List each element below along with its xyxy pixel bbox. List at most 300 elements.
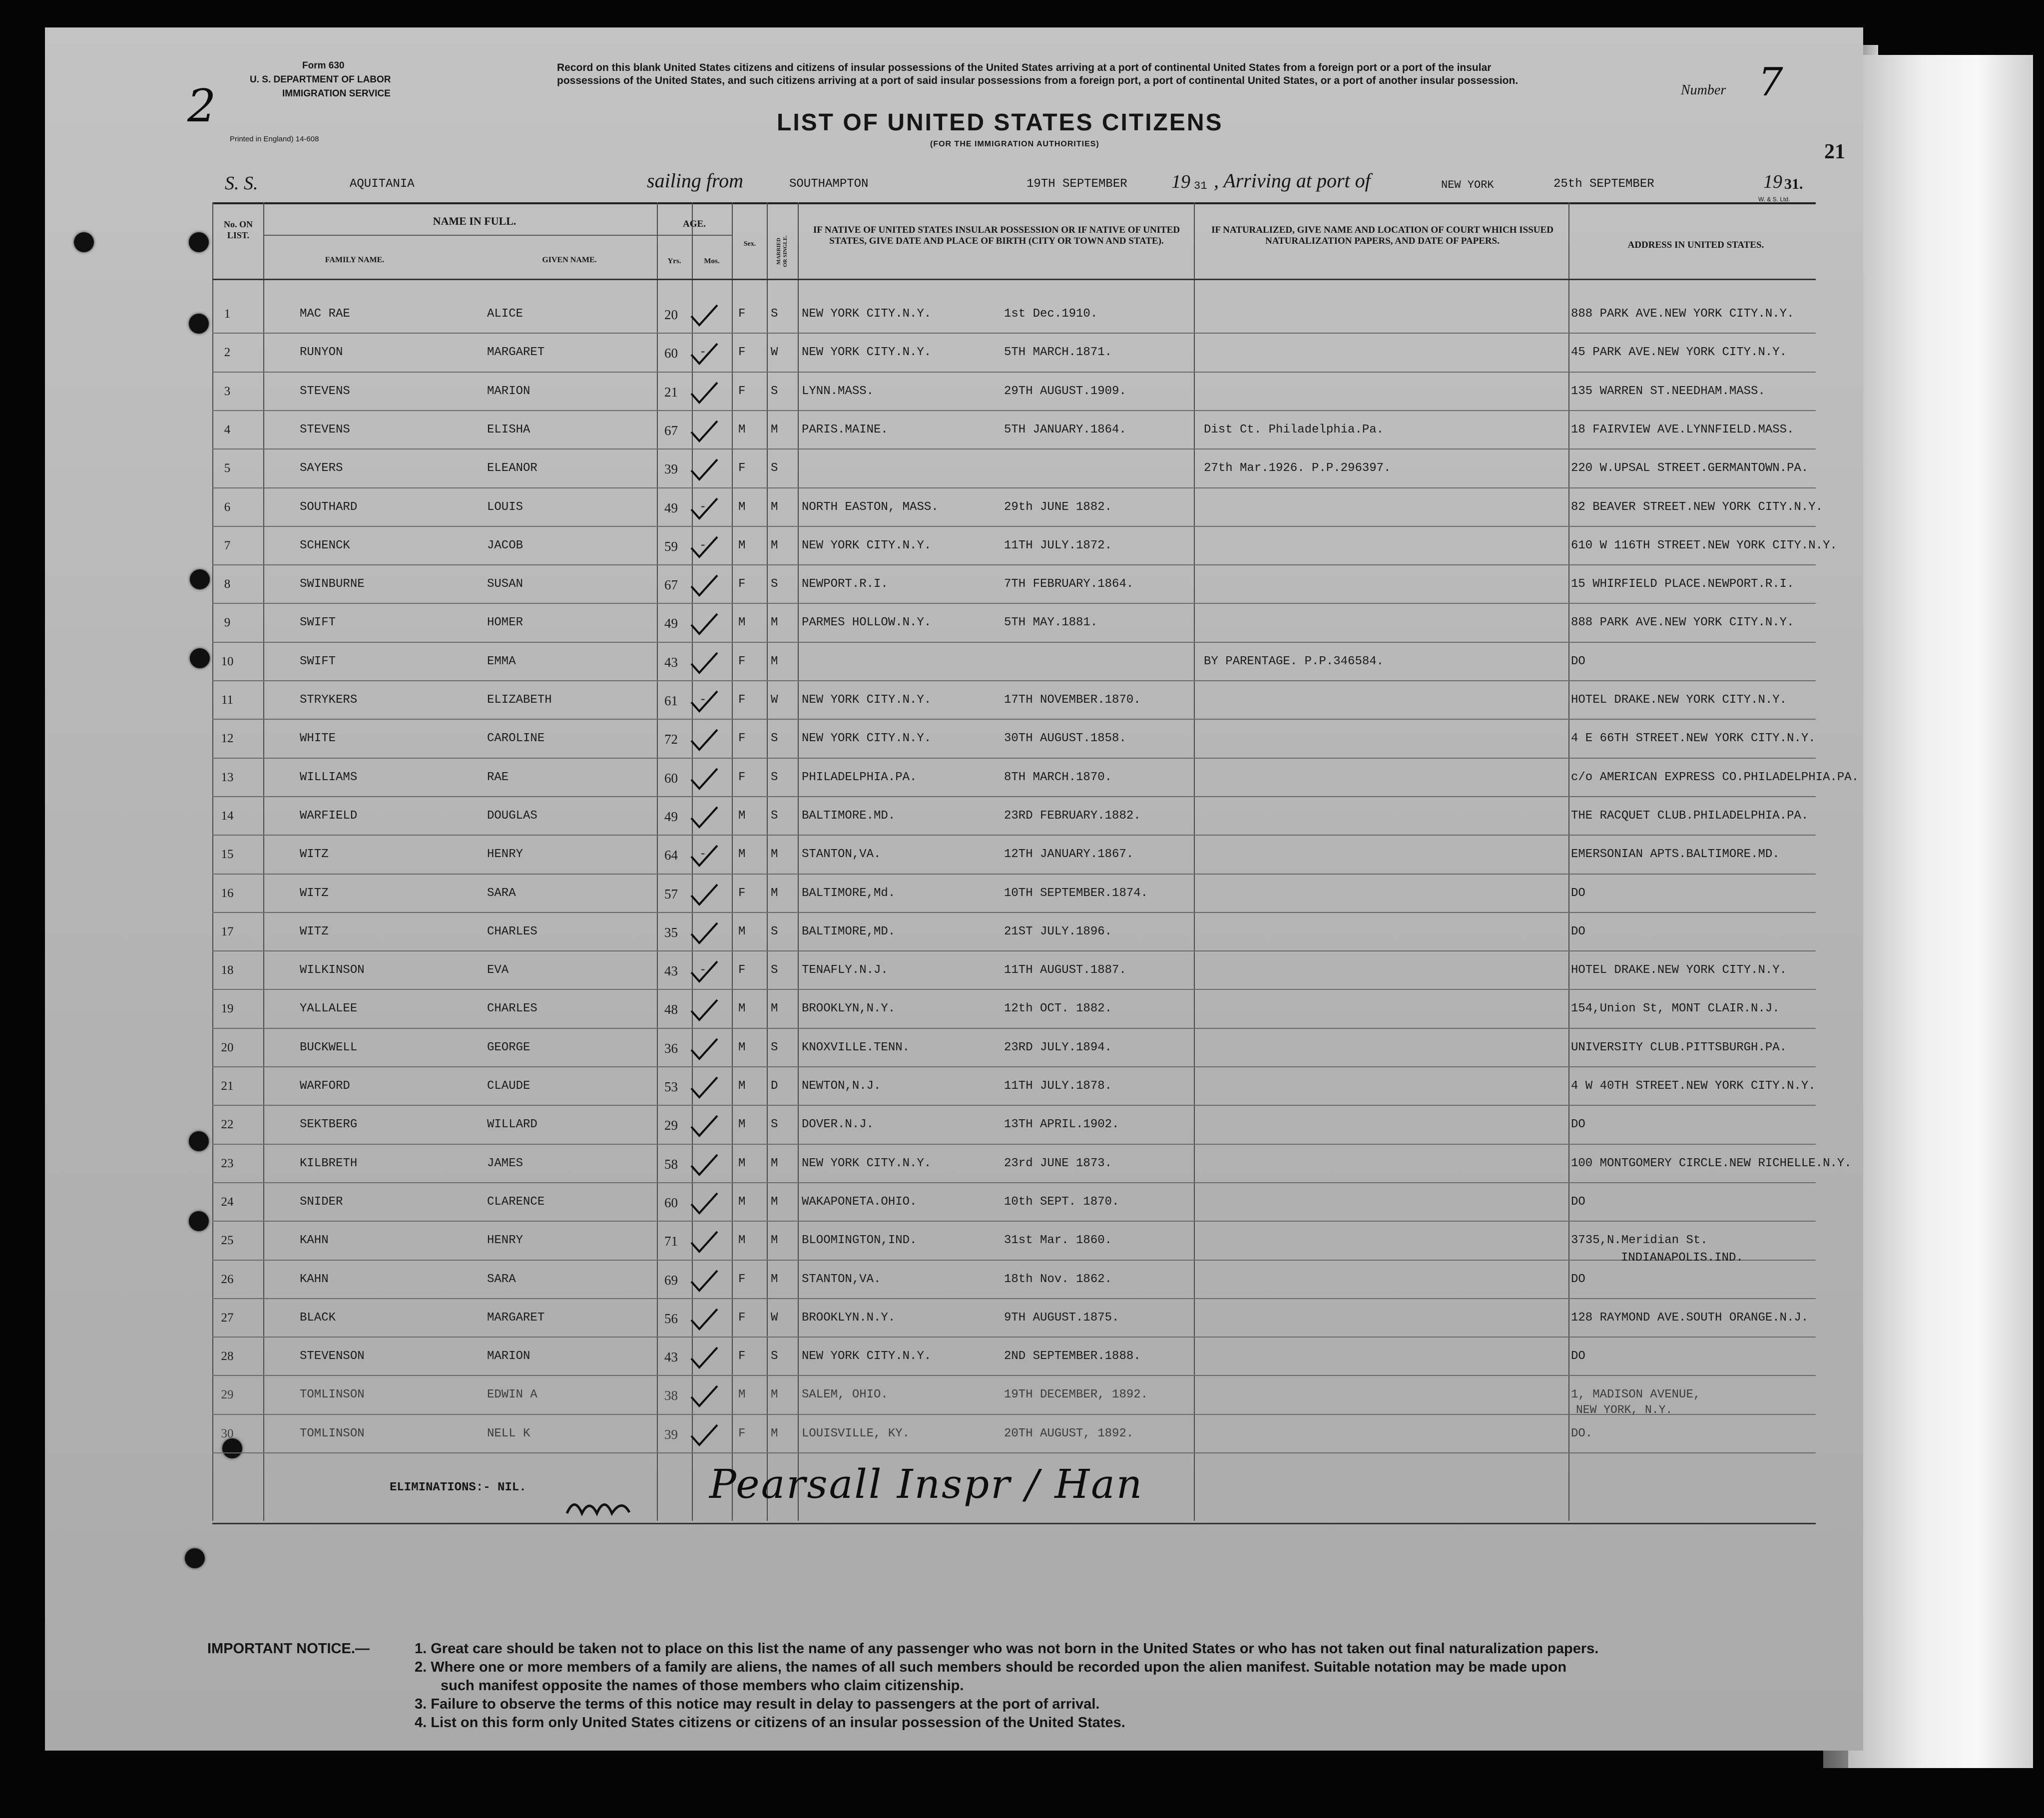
cell-sex: M <box>738 539 746 552</box>
cell-date: 19TH DECEMBER, 1892. <box>1004 1388 1148 1401</box>
cell-nat: BY PARENTAGE. P.P.346584. <box>1204 655 1384 668</box>
cell-given: EDWIN A <box>487 1388 537 1401</box>
cell-age: 67 <box>664 423 678 438</box>
cell-age: 49 <box>664 616 678 631</box>
cell-age: 61 <box>664 693 678 708</box>
row-rule <box>212 719 1816 720</box>
cell-given: EMMA <box>487 655 516 668</box>
col-header-mos: Mos. <box>704 257 720 265</box>
cell-date: 31st Mar. 1860. <box>1004 1234 1112 1247</box>
cell-no: 28 <box>221 1350 234 1363</box>
cell-given: EVA <box>487 963 509 977</box>
cell-family: RUNYON <box>300 346 343 359</box>
row-rule <box>212 1298 1816 1299</box>
cell-family: SAYERS <box>300 461 343 475</box>
cell-sex: M <box>738 925 746 938</box>
check-mark-icon <box>689 536 719 559</box>
check-mark-icon <box>689 768 719 791</box>
table-row <box>212 297 1816 334</box>
cell-addr: 888 PARK AVE.NEW YORK CITY.N.Y. <box>1571 616 1794 629</box>
table-row <box>212 336 1816 373</box>
cell-age: 43 <box>664 655 678 670</box>
cell-addr: DO <box>1571 925 1585 938</box>
check-mark-icon <box>689 1231 719 1254</box>
cell-place: WAKAPONETA.OHIO. <box>802 1195 917 1209</box>
table-row <box>212 799 1816 836</box>
notice-heading: IMPORTANT NOTICE.— <box>207 1641 370 1657</box>
cell-ms: S <box>771 925 778 938</box>
row-rule <box>212 874 1816 875</box>
cell-given: JAMES <box>487 1157 523 1170</box>
table-row <box>212 1378 1816 1415</box>
cell-ms: S <box>771 577 778 591</box>
cell-place: NEW YORK CITY.N.Y. <box>802 1350 932 1363</box>
binder-hole <box>190 569 210 589</box>
cell-no: 16 <box>221 887 234 900</box>
binder-hole <box>189 314 209 334</box>
cell-age: 39 <box>664 1427 678 1442</box>
cell-age: 64 <box>664 848 678 863</box>
cell-ms: W <box>771 693 778 707</box>
cell-addr: 154,Union St, MONT CLAIR.N.J. <box>1571 1002 1780 1015</box>
table-row <box>212 1185 1816 1222</box>
check-mark-icon <box>689 382 719 405</box>
cell-place: BALTIMORE.MD. <box>802 809 896 823</box>
cell-place: KNOXVILLE.TENN. <box>802 1041 910 1054</box>
cell-age: 69 <box>664 1273 678 1288</box>
arrival-date: 25th SEPTEMBER <box>1553 177 1654 191</box>
cell-family: TOMLINSON <box>300 1388 365 1401</box>
col-header-sex: Sex. <box>743 240 756 248</box>
cell-mos: - <box>699 500 707 514</box>
year-suffix: 31 <box>1194 180 1207 192</box>
cell-sex: F <box>738 385 746 398</box>
table-row <box>212 452 1816 488</box>
cell-given: MARGARET <box>487 1311 545 1325</box>
cell-date: 18th Nov. 1862. <box>1004 1273 1112 1286</box>
cell-age: 35 <box>664 925 678 940</box>
cell-date: 20TH AUGUST, 1892. <box>1004 1427 1134 1440</box>
cell-ms: S <box>771 771 778 784</box>
cell-no: 11 <box>221 693 234 707</box>
cell-family: MAC RAE <box>300 307 350 321</box>
cell-sex: M <box>738 500 746 514</box>
cell-given: MARGARET <box>487 346 545 359</box>
check-mark-icon <box>689 458 719 481</box>
table-row <box>212 1069 1816 1106</box>
row-rule <box>212 526 1816 527</box>
cell-mos: - <box>699 963 707 977</box>
number-label: Number <box>1681 82 1726 98</box>
cell-sex: M <box>738 1041 746 1054</box>
row-rule <box>212 487 1816 488</box>
cell-age: 59 <box>664 539 678 554</box>
cell-age: 60 <box>664 346 678 361</box>
cell-family: SWIFT <box>300 655 336 668</box>
col-header-no: No. ON LIST. <box>224 219 253 240</box>
cell-given: DOUGLAS <box>487 809 537 823</box>
cell-sex: M <box>738 1118 746 1131</box>
cell-date: 23RD FEBRUARY.1882. <box>1004 809 1141 823</box>
cell-date: 9TH AUGUST.1875. <box>1004 1311 1119 1325</box>
cell-age: 29 <box>664 1118 678 1133</box>
cell-no: 24 <box>221 1195 234 1209</box>
cell-age: 43 <box>664 1350 678 1364</box>
cell-place: BALTIMORE,Md. <box>802 887 896 900</box>
department-label: U. S. DEPARTMENT OF LABOR <box>250 74 391 85</box>
printer-mark: W. & S. Ltd. <box>1758 196 1790 203</box>
check-mark-icon <box>689 884 719 907</box>
cell-given: CHARLES <box>487 925 537 938</box>
cell-given: RAE <box>487 771 509 784</box>
notice-item-2-cont: such manifest opposite the names of those members who claim citizenship. <box>441 1678 964 1694</box>
cell-no: 19 <box>221 1002 234 1015</box>
header-rule <box>212 279 1816 280</box>
check-mark-icon <box>689 729 719 752</box>
cell-sex: M <box>738 809 746 823</box>
cell-date: 11TH JULY.1872. <box>1004 539 1112 552</box>
cell-ms: M <box>771 1234 778 1247</box>
cell-place: SALEM, OHIO. <box>802 1388 888 1401</box>
cell-age: 71 <box>664 1234 678 1249</box>
cell-place: STANTON,VA. <box>802 1273 881 1286</box>
cell-sex: F <box>738 1427 746 1440</box>
notice-item-4: 4. List on this form only United States citizens or citizens of an insular possession of the United States. <box>415 1715 1125 1731</box>
col-header-address: ADDRESS IN UNITED STATES. <box>1627 240 1764 250</box>
cell-family: KAHN <box>300 1273 329 1286</box>
check-mark-icon <box>689 420 719 443</box>
cell-ms: M <box>771 616 778 629</box>
cell-family: WHITE <box>300 732 336 745</box>
check-mark-icon <box>689 343 719 366</box>
check-mark-icon <box>689 574 719 597</box>
cell-sex: M <box>738 616 746 629</box>
cell-sex: F <box>738 771 746 784</box>
check-mark-icon <box>689 304 719 327</box>
ss-label: S. S. <box>225 173 258 194</box>
cell-ms: S <box>771 732 778 745</box>
table-row <box>212 1301 1816 1338</box>
document-title: LIST OF UNITED STATES CITIZENS <box>777 109 1223 136</box>
binder-hole <box>189 1211 209 1231</box>
cell-family: WILKINSON <box>300 963 365 977</box>
cell-sex: M <box>738 1157 746 1170</box>
cell-no: 10 <box>221 655 234 668</box>
row-rule <box>212 603 1816 604</box>
inspector-signature: Pearsall Inspr / Han <box>709 1461 1144 1507</box>
cell-addr: DO. <box>1571 1427 1593 1440</box>
cell-age: 57 <box>664 887 678 902</box>
cell-no: 15 <box>221 848 234 861</box>
row-rule <box>212 758 1816 759</box>
cell-place: BROOKLYN,N.Y. <box>802 1002 896 1015</box>
eliminations-line: ELIMINATIONS:- NIL. <box>390 1481 526 1494</box>
cell-family: WITZ <box>300 887 329 900</box>
cell-addr: 220 W.UPSAL STREET.GERMANTOWN.PA. <box>1571 461 1809 475</box>
cell-no: 21 <box>221 1079 234 1093</box>
check-mark-icon <box>689 1154 719 1177</box>
cell-place: NEW YORK CITY.N.Y. <box>802 732 932 745</box>
cell-age: 36 <box>664 1041 678 1056</box>
table-row <box>212 645 1816 682</box>
cell-ms: M <box>771 423 778 437</box>
cell-sex: F <box>738 461 746 475</box>
cell-place: NEW YORK CITY.N.Y. <box>802 346 932 359</box>
service-label: IMMIGRATION SERVICE <box>282 88 391 99</box>
cell-family: SNIDER <box>300 1195 343 1209</box>
table-row <box>212 1031 1816 1068</box>
row-rule <box>212 680 1816 681</box>
cell-sex: F <box>738 1350 746 1363</box>
cell-no: 4 <box>224 423 231 437</box>
row-rule <box>212 989 1816 990</box>
cell-no: 26 <box>221 1273 234 1286</box>
cell-age: 48 <box>664 1002 678 1017</box>
cell-date: 11TH AUGUST.1887. <box>1004 963 1126 977</box>
cell-age: 20 <box>664 307 678 322</box>
cell-ms: S <box>771 385 778 398</box>
row-29-address-line-2: NEW YORK, N.Y. <box>1576 1403 1673 1416</box>
ship-name: AQUITANIA <box>350 177 415 191</box>
row-rule <box>212 796 1816 797</box>
cell-no: 25 <box>221 1234 234 1247</box>
check-mark-icon <box>689 1270 719 1293</box>
cell-sex: F <box>738 577 746 591</box>
arrival-port: NEW YORK <box>1441 179 1494 191</box>
row-rule <box>212 835 1816 836</box>
cell-date: 10th SEPT. 1870. <box>1004 1195 1119 1209</box>
col-header-age: AGE. <box>683 219 706 229</box>
cell-place: BLOOMINGTON,IND. <box>802 1234 917 1247</box>
cell-no: 1 <box>224 307 231 321</box>
cell-date: 5TH MAY.1881. <box>1004 616 1098 629</box>
check-mark-icon <box>689 1076 719 1099</box>
table-row <box>212 683 1816 720</box>
row-rule <box>212 950 1816 951</box>
year-prefix: 19 <box>1171 171 1190 192</box>
check-mark-icon <box>689 1115 719 1138</box>
cell-family: STRYKERS <box>300 693 358 707</box>
cell-family: KAHN <box>300 1234 329 1247</box>
cell-date: 11TH JULY.1878. <box>1004 1079 1112 1093</box>
cell-ms: M <box>771 1273 778 1286</box>
cell-given: CLARENCE <box>487 1195 545 1209</box>
col-header-given: GIVEN NAME. <box>542 256 597 264</box>
row-25-address-line-2: INDIANAPOLIS.IND. <box>1621 1251 1743 1265</box>
row-rule <box>212 1452 1816 1453</box>
cell-sex: M <box>738 1002 746 1015</box>
check-mark-icon <box>689 1038 719 1061</box>
cell-addr: 888 PARK AVE.NEW YORK CITY.N.Y. <box>1571 307 1794 321</box>
cell-ms: M <box>771 539 778 552</box>
cell-given: JACOB <box>487 539 523 552</box>
cell-addr: THE RACQUET CLUB.PHILADELPHIA.PA. <box>1571 809 1809 823</box>
cell-sex: F <box>738 887 746 900</box>
cell-no: 22 <box>221 1118 234 1131</box>
cell-family: WITZ <box>300 848 329 861</box>
cell-addr: DO <box>1571 1273 1585 1286</box>
cell-addr: 82 BEAVER STREET.NEW YORK CITY.N.Y. <box>1571 500 1823 514</box>
cell-date: 17TH NOVEMBER.1870. <box>1004 693 1141 707</box>
year-prefix: 19 <box>1763 171 1782 192</box>
col-header-naturalized: IF NATURALIZED, GIVE NAME AND LOCATION OF COURT WHICH ISSUED NATURALIZATION PAPERS, AND DATE OF PAPERS. <box>1211 225 1553 246</box>
check-mark-icon <box>689 652 719 675</box>
cell-place: STANTON,VA. <box>802 848 881 861</box>
header-rule <box>263 235 697 236</box>
check-mark-icon <box>689 1192 719 1215</box>
cell-date: 1st Dec.1910. <box>1004 307 1098 321</box>
cell-addr: 128 RAYMOND AVE.SOUTH ORANGE.N.J. <box>1571 1311 1809 1325</box>
cell-age: 60 <box>664 1195 678 1210</box>
cell-sex: F <box>738 963 746 977</box>
departure-port: SOUTHAMPTON <box>789 177 869 191</box>
cell-sex: M <box>738 1079 746 1093</box>
table-row <box>212 722 1816 759</box>
cell-place: PARIS.MAINE. <box>802 423 888 437</box>
notice-item-3: 3. Failure to observe the terms of this notice may result in delay to passengers at the port of arrival. <box>415 1696 1100 1712</box>
cell-ms: M <box>771 500 778 514</box>
binder-hole <box>74 232 94 252</box>
row-rule <box>212 372 1816 373</box>
cell-family: WARFORD <box>300 1079 350 1093</box>
col-header-family: FAMILY NAME. <box>325 256 385 264</box>
table-row <box>212 375 1816 412</box>
cell-addr: DO <box>1571 1195 1585 1209</box>
cell-addr: EMERSONIAN APTS.BALTIMORE.MD. <box>1571 848 1780 861</box>
table-row <box>212 838 1816 875</box>
table-row <box>212 413 1816 450</box>
cell-ms: M <box>771 1427 778 1440</box>
year-suffix: 31. <box>1784 176 1803 192</box>
cell-family: TOMLINSON <box>300 1427 365 1440</box>
check-mark-icon <box>689 613 719 636</box>
check-mark-icon <box>689 999 719 1022</box>
cell-sex: F <box>738 655 746 668</box>
row-rule <box>212 1028 1816 1029</box>
cell-addr: 100 MONTGOMERY CIRCLE.NEW RICHELLE.N.Y. <box>1571 1157 1852 1170</box>
cell-date: 5TH MARCH.1871. <box>1004 346 1112 359</box>
table-row <box>212 915 1816 952</box>
cell-ms: M <box>771 1002 778 1015</box>
cell-place: NEW YORK CITY.N.Y. <box>802 539 932 552</box>
departure-date: 19TH SEPTEMBER <box>1026 177 1127 191</box>
cell-place: PHILADELPHIA.PA. <box>802 771 917 784</box>
cell-given: SARA <box>487 887 516 900</box>
cell-no: 2 <box>224 346 231 359</box>
table-row <box>212 490 1823 527</box>
row-rule <box>212 1260 1816 1261</box>
form-number: Form 630 <box>302 60 345 71</box>
cell-family: STEVENS <box>300 385 350 398</box>
cell-no: 17 <box>221 925 234 938</box>
cell-sex: F <box>738 1311 746 1325</box>
table-row <box>212 567 1816 604</box>
cell-date: 12TH JANUARY.1867. <box>1004 848 1134 861</box>
cell-no: 27 <box>221 1311 234 1325</box>
cell-place: BROOKLYN.N.Y. <box>802 1311 896 1325</box>
cell-given: HENRY <box>487 848 523 861</box>
cell-addr: 45 PARK AVE.NEW YORK CITY.N.Y. <box>1571 346 1787 359</box>
cell-no: 8 <box>224 577 231 591</box>
cell-addr: HOTEL DRAKE.NEW YORK CITY.N.Y. <box>1571 693 1787 707</box>
cell-age: 58 <box>664 1157 678 1172</box>
cell-ms: S <box>771 963 778 977</box>
cell-addr: 610 W 116TH STREET.NEW YORK CITY.N.Y. <box>1571 539 1837 552</box>
cell-addr: 1, MADISON AVENUE, <box>1571 1388 1701 1401</box>
cell-date: 23rd JUNE 1873. <box>1004 1157 1112 1170</box>
cell-addr: UNIVERSITY CLUB.PITTSBURGH.PA. <box>1571 1041 1787 1054</box>
cell-date: 13TH APRIL.1902. <box>1004 1118 1119 1131</box>
row-rule <box>212 1182 1816 1183</box>
check-mark-icon <box>689 497 719 520</box>
cell-no: 20 <box>221 1041 234 1054</box>
cell-addr: 135 WARREN ST.NEEDHAM.MASS. <box>1571 385 1765 398</box>
check-mark-icon <box>689 960 719 983</box>
cell-age: 67 <box>664 577 678 592</box>
row-rule <box>212 1337 1816 1338</box>
row-rule <box>212 1144 1816 1145</box>
cell-mos: - <box>699 539 707 552</box>
row-rule <box>212 642 1816 643</box>
cell-ms: S <box>771 1118 778 1131</box>
cell-no: 14 <box>221 809 234 823</box>
cell-given: MARION <box>487 385 530 398</box>
cell-date: 2ND SEPTEMBER.1888. <box>1004 1350 1141 1363</box>
table-row <box>212 761 1859 798</box>
cell-no: 23 <box>221 1157 234 1170</box>
cell-no: 13 <box>221 771 234 784</box>
col-header-marital: MARRIED OR SINGLE. <box>776 235 788 267</box>
cell-family: WILLIAMS <box>300 771 358 784</box>
table-row <box>212 992 1816 1029</box>
cell-given: MARION <box>487 1350 530 1363</box>
cell-given: NELL K <box>487 1427 530 1440</box>
cell-sex: F <box>738 732 746 745</box>
cell-no: 29 <box>221 1388 234 1401</box>
row-rule <box>212 564 1816 565</box>
cell-given: ALICE <box>487 307 523 321</box>
cell-age: 60 <box>664 771 678 786</box>
cell-mos: - <box>699 693 707 707</box>
cell-age: 72 <box>664 732 678 747</box>
cell-ms: S <box>771 1041 778 1054</box>
arriving-label: , Arriving at port of <box>1214 169 1371 192</box>
cell-sex: F <box>738 693 746 707</box>
cell-ms: S <box>771 461 778 475</box>
cell-place: NEW YORK CITY.N.Y. <box>802 307 932 321</box>
cell-place: LYNN.MASS. <box>802 385 874 398</box>
cell-family: SOUTHARD <box>300 500 358 514</box>
cell-no: 3 <box>224 385 231 398</box>
cell-sex: F <box>738 346 746 359</box>
cell-place: TENAFLY.N.J. <box>802 963 888 977</box>
table-row <box>212 1147 1852 1184</box>
cell-family: BLACK <box>300 1311 336 1325</box>
cell-ms: W <box>771 1311 778 1325</box>
check-mark-icon <box>689 690 719 713</box>
cell-nat: Dist Ct. Philadelphia.Pa. <box>1204 423 1384 437</box>
row-rule <box>212 1221 1816 1222</box>
row-rule <box>212 1414 1816 1415</box>
cell-age: 43 <box>664 963 678 978</box>
check-mark-icon <box>689 1424 719 1447</box>
cell-date: 23RD JULY.1894. <box>1004 1041 1112 1054</box>
cell-sex: M <box>738 1195 746 1209</box>
cell-family: SWIFT <box>300 616 336 629</box>
cell-family: STEVENSON <box>300 1350 365 1363</box>
cell-place: PARMES HOLLOW.N.Y. <box>802 616 932 629</box>
binder-hole <box>190 648 210 668</box>
